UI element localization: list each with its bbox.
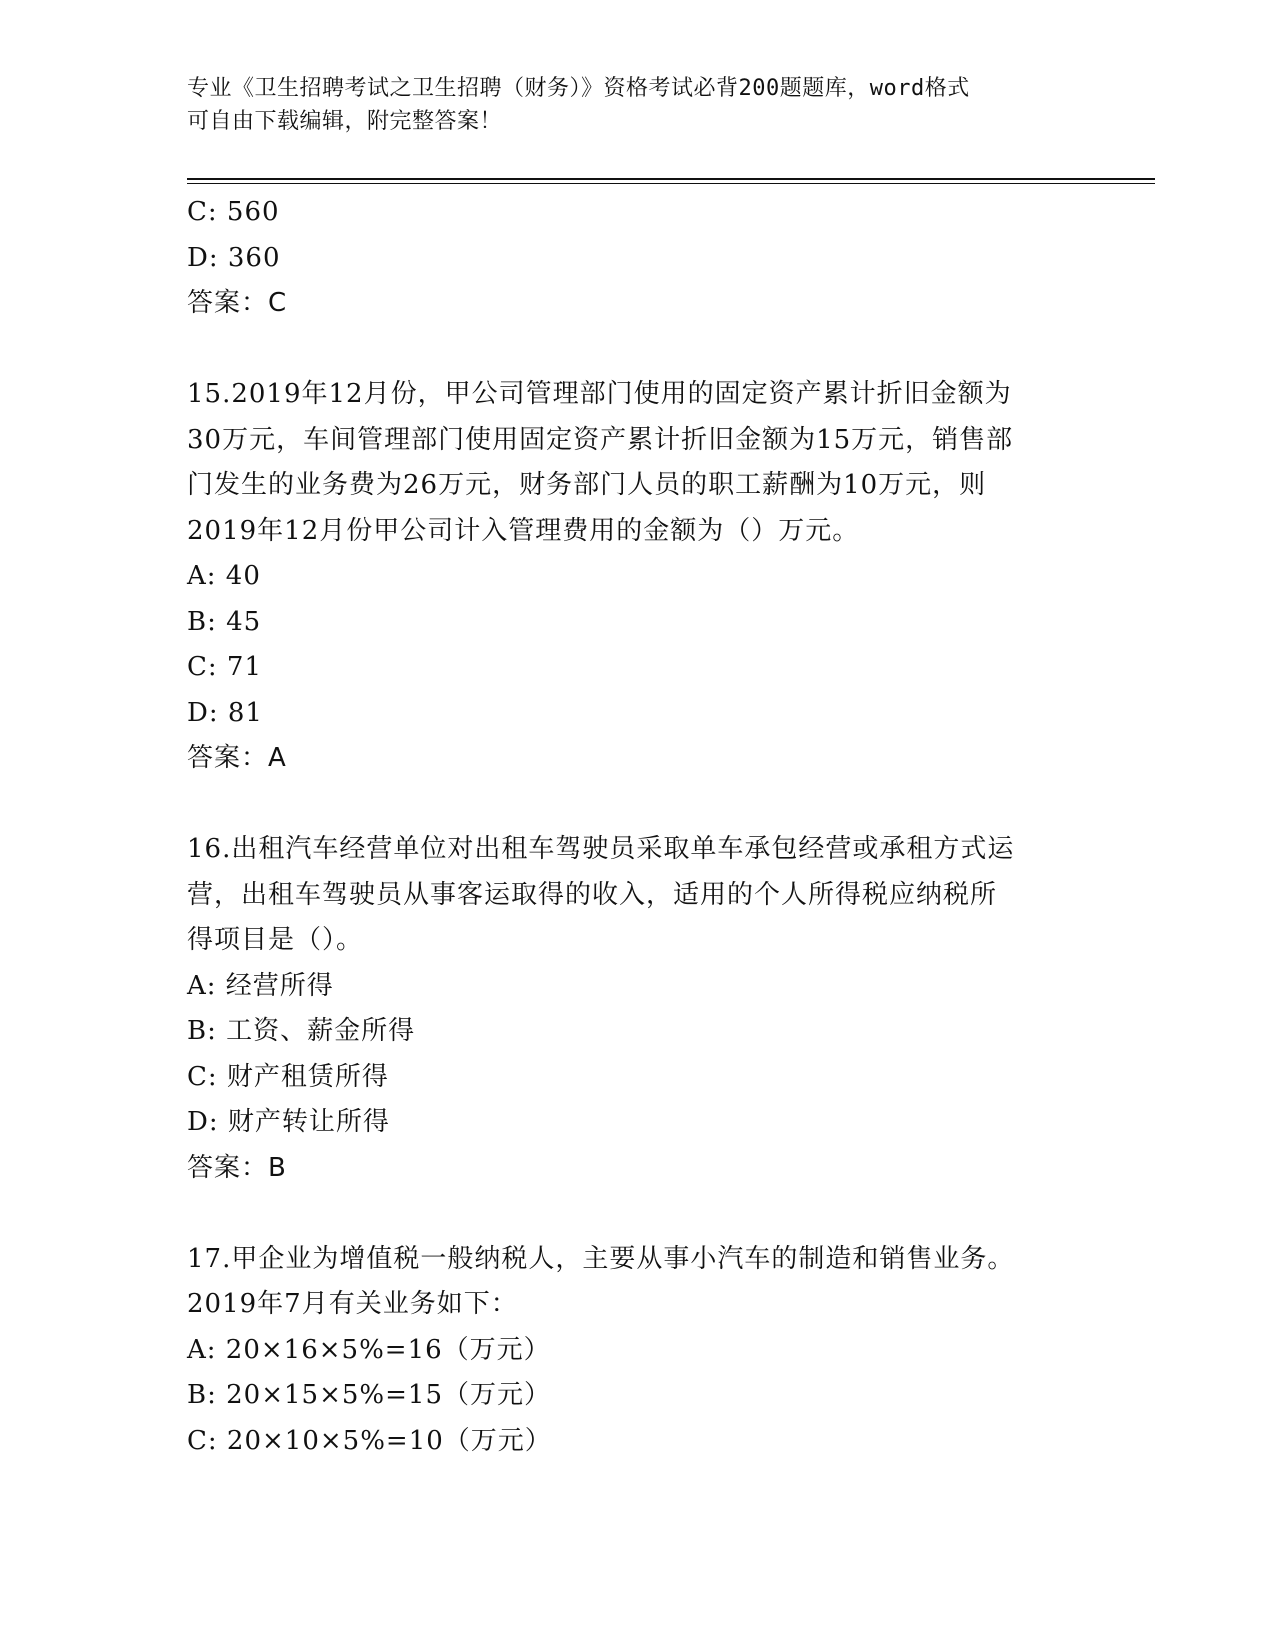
option-c: C: 71 bbox=[187, 652, 263, 682]
question-text-line: 门发生的业务费为26万元，财务部门人员的职工薪酬为10万元，则 bbox=[187, 470, 987, 500]
option-a: A: 40 bbox=[187, 561, 261, 591]
option-d: D: 81 bbox=[187, 697, 263, 728]
question-17 bbox=[187, 1237, 1087, 1465]
answer-line: 答案：A bbox=[187, 743, 287, 773]
answer-line: 答案：B bbox=[187, 1152, 287, 1183]
header-divider-thick bbox=[187, 178, 1155, 180]
question-text-line: 15.2019年12月份，甲公司管理部门使用的固定资产累计折旧金额为 bbox=[187, 379, 1012, 409]
option-c: C: 财产租赁所得 bbox=[187, 1061, 389, 1092]
option-c: C: 560 bbox=[187, 197, 280, 227]
option-a: A: 经营所得 bbox=[187, 970, 334, 1001]
option-b: B: 工资、薪金所得 bbox=[187, 1016, 416, 1046]
question-14-tail bbox=[187, 190, 1087, 327]
option-d: D: 360 bbox=[187, 242, 281, 273]
question-text-line: 17.甲企业为增值税一般纳税人，主要从事小汽车的制造和销售业务。 bbox=[187, 1243, 1015, 1274]
option-b: B: 45 bbox=[187, 606, 262, 637]
spacer bbox=[187, 327, 1087, 373]
question-text-line: 营，出租车驾驶员从事客运取得的收入，适用的个人所得税应纳税所 bbox=[187, 879, 998, 910]
header-line-1: 专业《卫生招聘考试之卫生招聘（财务）》资格考试必背200题题库，word格式 bbox=[187, 76, 970, 101]
question-text-line: 16.出租汽车经营单位对出租车驾驶员采取单车承包经营或承租方式运 bbox=[187, 834, 1015, 864]
option-b: B: 20×15×5%=15（万元） bbox=[187, 1380, 551, 1410]
question-15 bbox=[187, 372, 1087, 782]
option-c: C: 20×10×5%=10（万元） bbox=[187, 1425, 552, 1456]
question-text-line: 2019年12月份甲公司计入管理费用的金额为（）万元。 bbox=[187, 515, 860, 546]
spacer bbox=[187, 782, 1087, 828]
question-16 bbox=[187, 827, 1087, 1191]
option-d: D: 财产转让所得 bbox=[187, 1107, 390, 1137]
spacer bbox=[187, 1191, 1087, 1237]
header-divider-thin bbox=[187, 183, 1155, 184]
question-text-line: 得项目是（）。 bbox=[187, 925, 364, 955]
question-text-line: 2019年7月有关业务如下： bbox=[187, 1289, 518, 1319]
answer-line: 答案：C bbox=[187, 288, 288, 318]
document-body bbox=[187, 190, 1087, 1464]
option-a: A: 20×16×5%=16（万元） bbox=[187, 1334, 551, 1365]
document-header bbox=[187, 72, 1067, 138]
question-text-line: 30万元，车间管理部门使用固定资产累计折旧金额为15万元，销售部 bbox=[187, 424, 1014, 455]
header-line-2: 可自由下载编辑，附完整答案！ bbox=[187, 109, 503, 134]
